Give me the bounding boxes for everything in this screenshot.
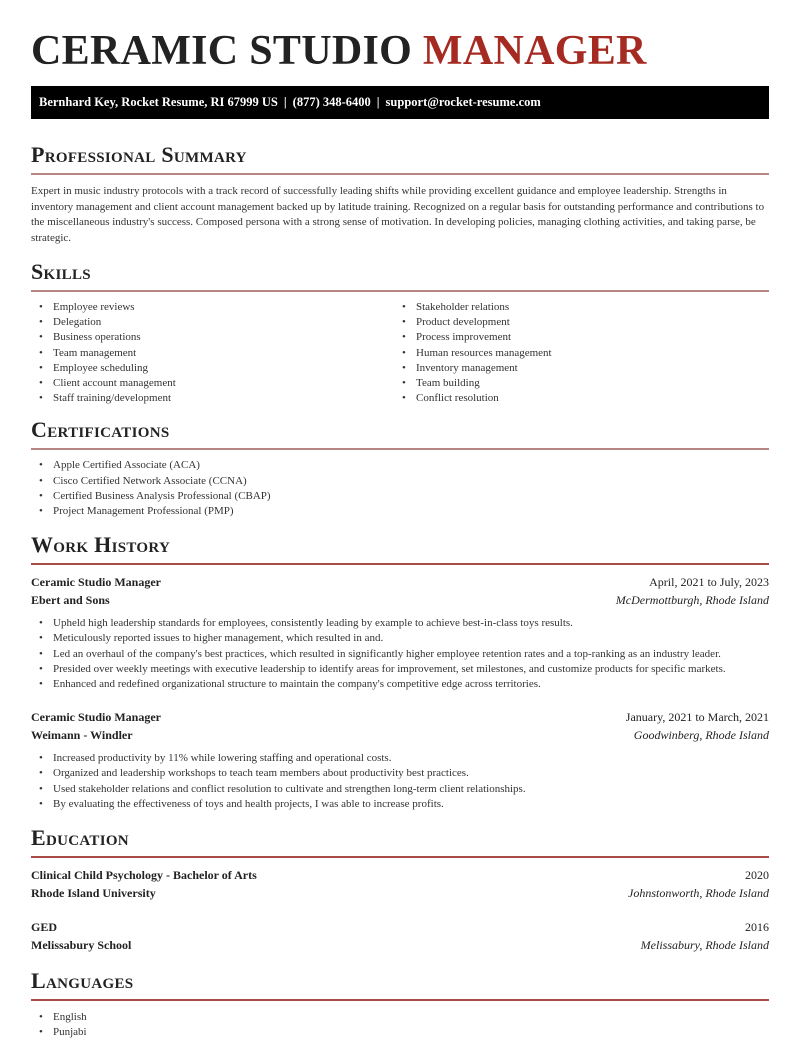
skills-grid bbox=[31, 300, 769, 406]
job-bullet: • Used stakeholder relations and conflict resolution to cultivate and strengthen long-term client relationships. bbox=[31, 782, 769, 797]
title-accent: MANAGER bbox=[422, 28, 647, 74]
job-bullet: • Meticulously reported issues to higher management, which resulted in and. bbox=[31, 631, 769, 646]
certifications-list bbox=[31, 458, 769, 519]
skill-item: • Conflict resolution bbox=[394, 391, 757, 406]
skill-item: • Client account management bbox=[31, 376, 394, 391]
education-entry bbox=[31, 866, 769, 902]
job-bullets bbox=[31, 616, 769, 692]
skills-section bbox=[31, 259, 769, 406]
education-location: Melissabury, Rhode Island bbox=[640, 938, 769, 953]
contact-bar bbox=[31, 86, 769, 119]
job-company-row bbox=[31, 591, 769, 609]
contact-email[interactable]: support@rocket-resume.com bbox=[385, 95, 541, 109]
skill-item: • Team building bbox=[394, 376, 757, 391]
job-company: Weimann - Windler bbox=[31, 728, 133, 743]
job-dates: January, 2021 to March, 2021 bbox=[625, 710, 769, 725]
job-bullets bbox=[31, 751, 769, 812]
language-item: • English bbox=[31, 1010, 769, 1025]
job-title: Ceramic Studio Manager bbox=[31, 575, 161, 590]
skill-item: • Staff training/development bbox=[31, 391, 394, 406]
job-company-row bbox=[31, 726, 769, 744]
job-header-row bbox=[31, 573, 769, 591]
job-bullet: • Presided over weekly meetings with executive leadership to identify areas for improvement, set milestones, and customize products for specific markets. bbox=[31, 662, 769, 677]
education-degree: Clinical Child Psychology - Bachelor of Arts bbox=[31, 868, 257, 883]
separator: | bbox=[283, 95, 287, 109]
skill-item: • Team management bbox=[31, 346, 394, 361]
title-main: CERAMIC STUDIO bbox=[31, 28, 413, 74]
certification-item: • Apple Certified Associate (ACA) bbox=[31, 458, 769, 473]
contact-phone[interactable]: (877) 348-6400 bbox=[292, 95, 371, 109]
job-header-row bbox=[31, 708, 769, 726]
languages-section bbox=[31, 968, 769, 1040]
education-degree-row bbox=[31, 866, 769, 884]
job-location: McDermottburgh, Rhode Island bbox=[615, 593, 769, 608]
skill-item: • Employee reviews bbox=[31, 300, 394, 315]
job-bullet: • By evaluating the effectiveness of toys and health projects, I was able to increase profits. bbox=[31, 797, 769, 812]
education-degree-row bbox=[31, 918, 769, 936]
education-school-row bbox=[31, 884, 769, 902]
skill-item: • Inventory management bbox=[394, 361, 757, 376]
job-bullet: • Organized and leadership workshops to teach team members about productivity best practices. bbox=[31, 766, 769, 781]
section-divider bbox=[31, 173, 769, 175]
skill-item: • Product development bbox=[394, 315, 757, 330]
section-title-skills: Skills bbox=[31, 259, 91, 284]
job-title: Ceramic Studio Manager bbox=[31, 710, 161, 725]
contact-address: Bernhard Key, Rocket Resume, RI 67999 US bbox=[39, 95, 278, 109]
skill-item: • Human resources management bbox=[394, 346, 757, 361]
skill-item: • Delegation bbox=[31, 315, 394, 330]
section-divider bbox=[31, 290, 769, 292]
languages-list bbox=[31, 1010, 769, 1040]
section-divider bbox=[31, 448, 769, 450]
education-entry bbox=[31, 918, 769, 954]
certifications-section bbox=[31, 417, 769, 519]
language-item: • Punjabi bbox=[31, 1025, 769, 1040]
education-school: Rhode Island University bbox=[31, 886, 156, 901]
skill-item: • Business operations bbox=[31, 330, 394, 345]
skill-item: • Process improvement bbox=[394, 330, 757, 345]
section-divider bbox=[31, 999, 769, 1001]
certification-item: • Certified Business Analysis Professional (CBAP) bbox=[31, 489, 769, 504]
skills-list-left bbox=[31, 300, 394, 406]
education-location: Johnstonworth, Rhode Island bbox=[628, 886, 769, 901]
job-bullet: • Upheld high leadership standards for employees, consistently leading by example to achieve best-in-class toys results. bbox=[31, 616, 769, 631]
section-title-summary: Professional Summary bbox=[31, 142, 247, 167]
page-title bbox=[31, 0, 769, 75]
section-divider bbox=[31, 856, 769, 858]
section-title-work-history: Work History bbox=[31, 532, 171, 558]
certification-item: • Project Management Professional (PMP) bbox=[31, 504, 769, 519]
work-history-section bbox=[31, 532, 769, 812]
job-location: Goodwinberg, Rhode Island bbox=[633, 728, 769, 743]
education-year: 2020 bbox=[745, 868, 769, 883]
job-entry bbox=[31, 708, 769, 812]
job-dates: April, 2021 to July, 2023 bbox=[649, 575, 769, 590]
skill-item: • Employee scheduling bbox=[31, 361, 394, 376]
section-title-languages: Languages bbox=[31, 968, 134, 994]
job-company: Ebert and Sons bbox=[31, 593, 110, 608]
education-school-row bbox=[31, 936, 769, 954]
section-divider bbox=[31, 563, 769, 565]
job-bullet: • Increased productivity by 11% while lowering staffing and operational costs. bbox=[31, 751, 769, 766]
education-section bbox=[31, 825, 769, 954]
education-school: Melissabury School bbox=[31, 938, 132, 953]
separator: | bbox=[376, 95, 380, 109]
section-title-education: Education bbox=[31, 825, 129, 851]
job-entry bbox=[31, 573, 769, 692]
education-degree: GED bbox=[31, 920, 58, 935]
job-bullet: • Led an overhaul of the company's best practices, which resulted in significantly higher employee retention rates and a top-ranking as an industry leader. bbox=[31, 647, 769, 662]
summary-text: Expert in music industry protocols with a track record of successfully leading shifts while providing excellent guidance and employee leadership. Strengths in inventory management and client account management backed up by latitude training. Recognized on a regular basis for outstanding performance and contributions to the miscellaneous industry's success. Composed persona with a strong sense of motivation. In developing policies, managing clothing activities, and taking parse, be strategic. bbox=[31, 185, 765, 244]
job-bullet: • Enhanced and redefined organizational structure to maintain the company's competitive edge across territories. bbox=[31, 677, 769, 692]
skill-item: • Stakeholder relations bbox=[394, 300, 757, 315]
education-year: 2016 bbox=[745, 920, 769, 935]
skills-list-right bbox=[394, 300, 757, 406]
summary-section bbox=[31, 142, 769, 246]
certification-item: • Cisco Certified Network Associate (CCNA) bbox=[31, 474, 769, 489]
section-title-certifications: Certifications bbox=[31, 417, 170, 443]
